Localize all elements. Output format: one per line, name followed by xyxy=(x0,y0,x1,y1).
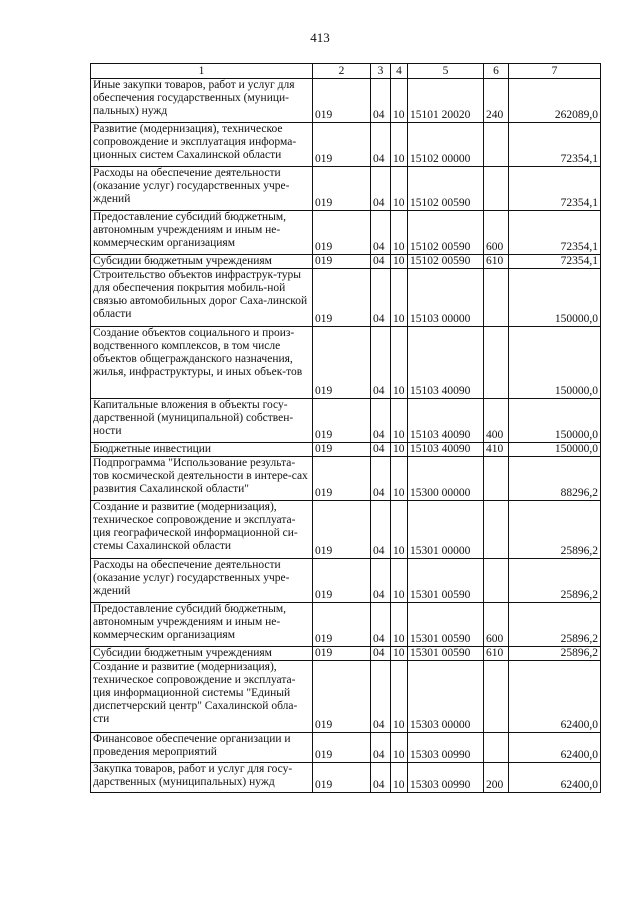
cell-amount: 25896,2 xyxy=(509,647,601,661)
cell-target-article: 15300 00000 xyxy=(408,457,484,501)
cell-target-article: 15102 00590 xyxy=(408,255,484,269)
cell-ved: 019 xyxy=(313,733,371,763)
cell-amount: 88296,2 xyxy=(509,457,601,501)
cell-subsection: 10 xyxy=(391,399,408,443)
table-row xyxy=(91,457,601,501)
header-row xyxy=(91,64,601,79)
cell-amount: 150000,0 xyxy=(509,399,601,443)
cell-subsection: 10 xyxy=(391,603,408,647)
cell-amount: 25896,2 xyxy=(509,559,601,603)
cell-ved: 019 xyxy=(313,255,371,269)
cell-expense-type: 240 xyxy=(484,79,509,123)
cell-name: Строительство объектов инфраструк-туры для обеспечения покрытия мобиль-ной связью автомобильных дорог Саха-линской области xyxy=(91,269,313,327)
cell-section: 04 xyxy=(371,123,391,167)
cell-amount: 150000,0 xyxy=(509,327,601,399)
cell-expense-type xyxy=(484,123,509,167)
header-col-7: 7 xyxy=(509,64,601,79)
cell-ved: 019 xyxy=(313,763,371,793)
cell-target-article: 15301 00000 xyxy=(408,501,484,559)
cell-target-article: 15303 00000 xyxy=(408,661,484,733)
cell-amount: 72354,1 xyxy=(509,167,601,211)
cell-section: 04 xyxy=(371,269,391,327)
cell-amount: 150000,0 xyxy=(509,443,601,457)
cell-section: 04 xyxy=(371,167,391,211)
cell-section: 04 xyxy=(371,603,391,647)
cell-section: 04 xyxy=(371,443,391,457)
cell-ved: 019 xyxy=(313,501,371,559)
cell-section: 04 xyxy=(371,559,391,603)
cell-subsection: 10 xyxy=(391,79,408,123)
cell-section: 04 xyxy=(371,763,391,793)
table-row xyxy=(91,79,601,123)
cell-expense-type: 610 xyxy=(484,255,509,269)
cell-section: 04 xyxy=(371,457,391,501)
cell-target-article: 15102 00000 xyxy=(408,123,484,167)
cell-subsection: 10 xyxy=(391,501,408,559)
table-row xyxy=(91,647,601,661)
cell-expense-type: 600 xyxy=(484,603,509,647)
cell-section: 04 xyxy=(371,733,391,763)
cell-target-article: 15103 40090 xyxy=(408,399,484,443)
cell-subsection: 10 xyxy=(391,167,408,211)
cell-target-article: 15301 00590 xyxy=(408,647,484,661)
cell-expense-type xyxy=(484,269,509,327)
cell-name: Финансовое обеспечение организации и проведения мероприятий xyxy=(91,733,313,763)
cell-section: 04 xyxy=(371,501,391,559)
cell-name: Расходы на обеспечение деятельности (оказание услуг) государственных учре-ждений xyxy=(91,167,313,211)
cell-amount: 72354,1 xyxy=(509,255,601,269)
cell-target-article: 15102 00590 xyxy=(408,167,484,211)
table-row xyxy=(91,269,601,327)
header-col-1: 1 xyxy=(91,64,313,79)
cell-ved: 019 xyxy=(313,123,371,167)
cell-amount: 72354,1 xyxy=(509,211,601,255)
table-body xyxy=(91,79,601,793)
cell-expense-type: 410 xyxy=(484,443,509,457)
table-row xyxy=(91,603,601,647)
table-row xyxy=(91,255,601,269)
cell-expense-type: 610 xyxy=(484,647,509,661)
cell-name: Предоставление субсидий бюджетным, автономным учреждениям и иным не-коммерческим организациям xyxy=(91,211,313,255)
cell-ved: 019 xyxy=(313,327,371,399)
table-row xyxy=(91,123,601,167)
cell-subsection: 10 xyxy=(391,211,408,255)
cell-expense-type: 200 xyxy=(484,763,509,793)
cell-subsection: 10 xyxy=(391,123,408,167)
cell-name: Капитальные вложения в объекты госу-дарственной (муниципальной) собствен-ности xyxy=(91,399,313,443)
cell-subsection: 10 xyxy=(391,647,408,661)
header-col-6: 6 xyxy=(484,64,509,79)
cell-expense-type: 600 xyxy=(484,211,509,255)
cell-name: Субсидии бюджетным учреждениям xyxy=(91,255,313,269)
cell-expense-type xyxy=(484,501,509,559)
cell-name: Подпрограмма "Использование результа-тов космической деятельности в интере-сах развития Сахалинской области" xyxy=(91,457,313,501)
cell-target-article: 15103 40090 xyxy=(408,327,484,399)
cell-ved: 019 xyxy=(313,79,371,123)
cell-target-article: 15102 00590 xyxy=(408,211,484,255)
cell-subsection: 10 xyxy=(391,269,408,327)
cell-expense-type xyxy=(484,327,509,399)
cell-section: 04 xyxy=(371,255,391,269)
cell-name: Предоставление субсидий бюджетным, автономным учреждениям и иным не-коммерческим организациям xyxy=(91,603,313,647)
cell-subsection: 10 xyxy=(391,457,408,501)
header-col-2: 2 xyxy=(313,64,371,79)
cell-amount: 62400,0 xyxy=(509,763,601,793)
budget-table xyxy=(90,63,601,793)
cell-expense-type xyxy=(484,559,509,603)
cell-subsection: 10 xyxy=(391,763,408,793)
header-col-5: 5 xyxy=(408,64,484,79)
cell-name: Создание и развитие (модернизация), техническое сопровождение и эксплуата-ция географической информационной си-стемы Сахалинской области xyxy=(91,501,313,559)
cell-section: 04 xyxy=(371,79,391,123)
cell-name: Развитие (модернизация), техническое сопровождение и эксплуатация информа-ционных систем Сахалинской области xyxy=(91,123,313,167)
cell-subsection: 10 xyxy=(391,559,408,603)
table-row xyxy=(91,327,601,399)
cell-name: Субсидии бюджетным учреждениям xyxy=(91,647,313,661)
cell-amount: 25896,2 xyxy=(509,603,601,647)
cell-ved: 019 xyxy=(313,443,371,457)
cell-name: Закупка товаров, работ и услуг для госу-дарственных (муниципальных) нужд xyxy=(91,763,313,793)
cell-subsection: 10 xyxy=(391,255,408,269)
cell-subsection: 10 xyxy=(391,733,408,763)
cell-name: Создание объектов социального и произ-водственного комплексов, в том числе объектов общегражданского назначения, жилья, инфраструктуры, и иных объек-тов xyxy=(91,327,313,399)
cell-expense-type xyxy=(484,167,509,211)
table-row xyxy=(91,661,601,733)
cell-expense-type xyxy=(484,733,509,763)
cell-name: Бюджетные инвестиции xyxy=(91,443,313,457)
cell-section: 04 xyxy=(371,647,391,661)
header-col-4: 4 xyxy=(391,64,408,79)
table-row xyxy=(91,399,601,443)
table-row xyxy=(91,443,601,457)
cell-amount: 62400,0 xyxy=(509,733,601,763)
cell-ved: 019 xyxy=(313,559,371,603)
cell-name: Расходы на обеспечение деятельности (оказание услуг) государственных учре-ждений xyxy=(91,559,313,603)
cell-ved: 019 xyxy=(313,457,371,501)
cell-ved: 019 xyxy=(313,269,371,327)
cell-name: Создание и развитие (модернизация), техническое сопровождение и эксплуата-ция информационной системы "Единый диспетчерский центр" Сахалинской обла-сти xyxy=(91,661,313,733)
cell-amount: 62400,0 xyxy=(509,661,601,733)
cell-expense-type xyxy=(484,661,509,733)
table-row xyxy=(91,167,601,211)
table-row xyxy=(91,559,601,603)
cell-target-article: 15303 00990 xyxy=(408,763,484,793)
table-row xyxy=(91,211,601,255)
cell-expense-type: 400 xyxy=(484,399,509,443)
table-row xyxy=(91,501,601,559)
header-col-3: 3 xyxy=(371,64,391,79)
cell-ved: 019 xyxy=(313,661,371,733)
cell-target-article: 15301 00590 xyxy=(408,603,484,647)
cell-target-article: 15303 00990 xyxy=(408,733,484,763)
cell-expense-type xyxy=(484,457,509,501)
cell-ved: 019 xyxy=(313,167,371,211)
page-number: 413 xyxy=(310,30,330,45)
cell-amount: 72354,1 xyxy=(509,123,601,167)
cell-section: 04 xyxy=(371,661,391,733)
cell-amount: 25896,2 xyxy=(509,501,601,559)
cell-section: 04 xyxy=(371,327,391,399)
cell-target-article: 15101 20020 xyxy=(408,79,484,123)
cell-target-article: 15103 00000 xyxy=(408,269,484,327)
cell-ved: 019 xyxy=(313,647,371,661)
cell-target-article: 15301 00590 xyxy=(408,559,484,603)
cell-ved: 019 xyxy=(313,603,371,647)
cell-subsection: 10 xyxy=(391,443,408,457)
cell-section: 04 xyxy=(371,211,391,255)
cell-ved: 019 xyxy=(313,399,371,443)
cell-ved: 019 xyxy=(313,211,371,255)
table-row xyxy=(91,763,601,793)
cell-target-article: 15103 40090 xyxy=(408,443,484,457)
table-row xyxy=(91,733,601,763)
cell-name: Иные закупки товаров, работ и услуг для обеспечения государственных (муници-пальных) нужд xyxy=(91,79,313,123)
cell-subsection: 10 xyxy=(391,661,408,733)
cell-amount: 150000,0 xyxy=(509,269,601,327)
cell-amount: 262089,0 xyxy=(509,79,601,123)
cell-section: 04 xyxy=(371,399,391,443)
cell-subsection: 10 xyxy=(391,327,408,399)
